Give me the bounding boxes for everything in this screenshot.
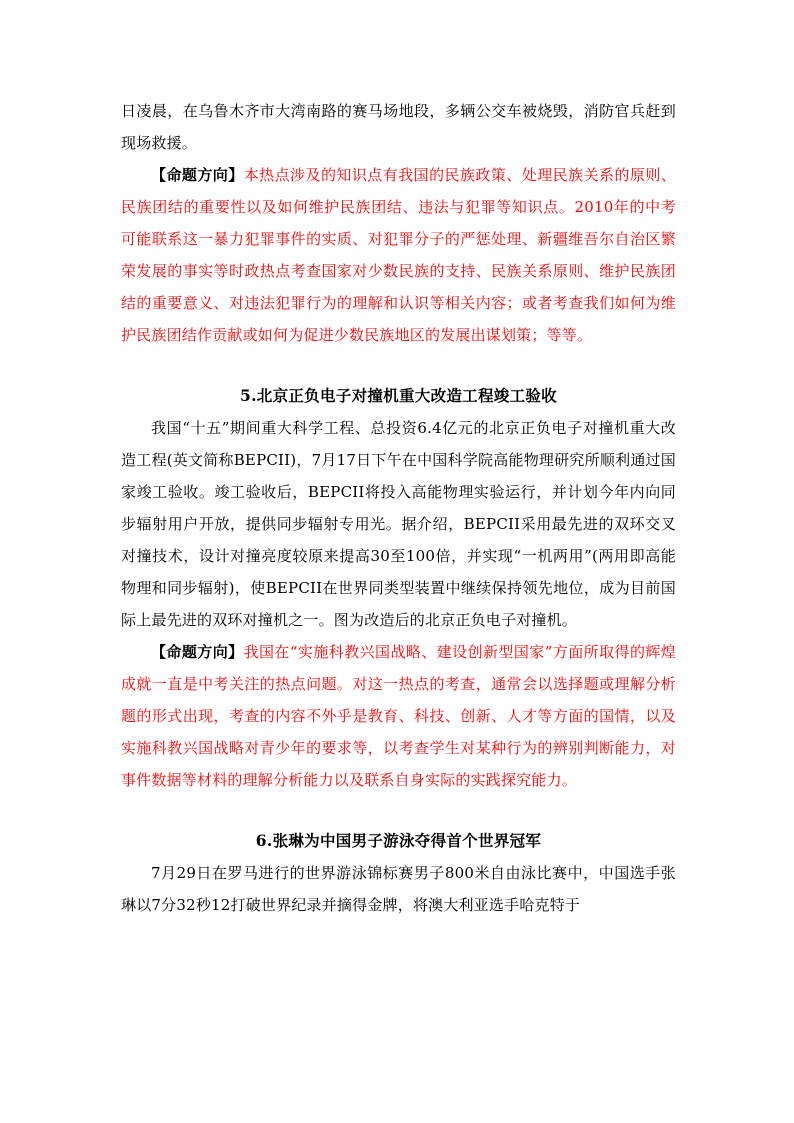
section-spacer (121, 351, 676, 380)
section-spacer (121, 796, 676, 825)
intro-paragraph: 日凌晨，在乌鲁木齐市大湾南路的赛马场地段，多辆公交车被烧毁，消防官兵赶到现场救援。 (121, 102, 676, 152)
document-page (121, 95, 676, 921)
section-5-direction-paragraph (121, 636, 676, 796)
direction-text: 我国在“实施科教兴国战略、建设创新型国家”方面所取得的辉煌成就一直是中考关注的热点问题。对这一热点的考查，通常会以选择题或理解分析题的形式出现，考查的内容不外乎是教育、科技、创新、人才等方面的国情，以及实施科教兴国战略对青少年的要求等，以考查学生对某种行为的辨别判断能力，对事件数据等材料的理解分析能力以及联系自身实际的实践探究能力。 (121, 643, 677, 789)
direction-tag: 【命题方向】 (151, 166, 244, 184)
section-4-direction-paragraph (121, 159, 676, 351)
direction-tag: 【命题方向】 (151, 643, 244, 661)
section-6-body: 7月29日在罗马进行的世界游泳锦标赛男子800米自由泳比赛中，中国选手张琳以7分32秒12打破世界纪录并摘得金牌，将澳大利亚选手哈克特于 (121, 864, 676, 914)
section-5-body: 我国“十五”期间重大科学工程、总投资6.4亿元的北京正负电子对撞机重大改造工程(英文简称BEPCII)，7月17日下午在中国科学院高能物理研究所顺利通过国家竣工验收。竣工验收后，BEPCII将投入高能物理实验运行，并计划今年内向同步辐射用户开放，提供同步辐射专用光。据介绍，BEPCII采用最先进的双环交叉对撞技术，设计对撞亮度较原来提高30至100倍，并实现“一机两用”(两用即高能物理和同步辐射)，使BEPCII在世界同类型装置中继续保持领先地位，成为目前国际上最先进的双环对撞机之一。图为改造后的北京正负电子对撞机。 (121, 419, 676, 629)
section-5-title: 5.北京正负电子对撞机重大改造工程竣工验收 (240, 386, 557, 405)
direction-text: 本热点涉及的知识点有我国的民族政策、处理民族关系的原则、民族团结的重要性以及如何维护民族团结、违法与犯罪等知识点。2010年的中考可能联系这一暴力犯罪事件的实质、对犯罪分子的严惩处理、新疆维吾尔自治区繁荣发展的事实等时政热点考查国家对少数民族的支持、民族关系原则、维护民族团结的重要意义、对违法犯罪行为的理解和认识等相关内容；或者考查我们如何为维护民族团结作贡献或如何为促进少数民族地区的发展出谋划策；等等。 (121, 166, 677, 344)
section-6-title: 6.张琳为中国男子游泳夺得首个世界冠军 (255, 831, 542, 850)
